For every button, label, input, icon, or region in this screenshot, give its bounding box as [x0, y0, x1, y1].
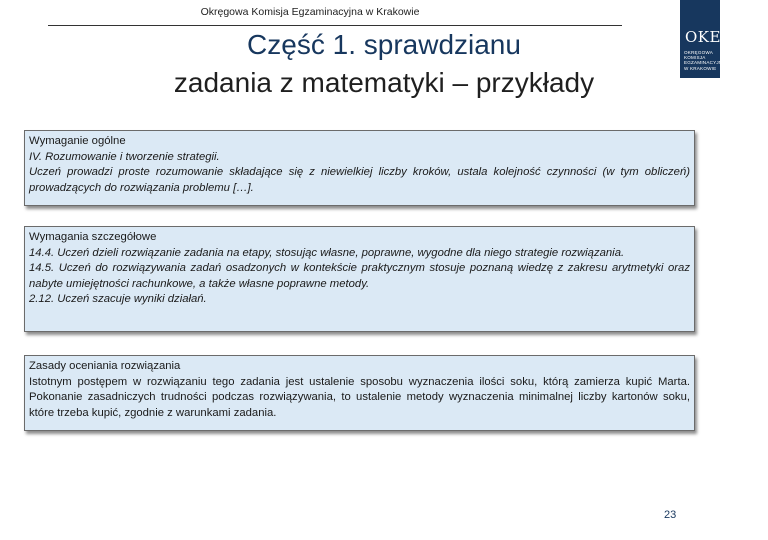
general-requirement-text: Uczeń prowadzi proste rozumowanie składające się z niewielkiej liczby kroków, ustala kolejność czynności (w tym obliczeń) prowadzących do rozwiązania problemu […].	[29, 166, 690, 194]
assessment-heading: Zasady oceniania rozwiązania	[29, 360, 181, 372]
logo-mark: OKE	[685, 28, 721, 46]
slide-title	[0, 26, 768, 102]
page-number: 23	[664, 509, 677, 521]
requirement-item: 2.12. Uczeń szacuje wyniki działań.	[29, 293, 207, 306]
requirement-item: 14.5. Uczeń do rozwiązywania zadań osadzonych w kontekście praktycznym stosuje poznaną wiedzę z zakresu arytmetyki oraz nabyte umiejętności rachunkowe, a także własne poprawne metody.	[29, 262, 690, 290]
general-requirement-subheading: IV. Rozumowanie i tworzenie strategii.	[29, 150, 220, 163]
logo-text: OKRĘGOWA KOMISJA EGZAMINACYJNA W KRAKOWIE	[684, 50, 726, 71]
assessment-text: Istotnym postępem w rozwiązaniu tego zadania jest ustalenie sposobu wyznaczenia ilości soku, którą zamierza kupić Marta. Pokonanie zasadniczych trudności podczas rozwiązywania, to ustalenie metody wyznaczenia minimalnej liczby kartonów soku, które trzeba kupić, zgodnie z warunkami zadania.	[29, 375, 690, 419]
requirement-item: 14.4. Uczeń dzieli rozwiązanie zadania na etapy, stosując własne, poprawne, wygodne dla niego strategie rozwiązania.	[29, 246, 625, 259]
header-organization: Okręgowa Komisja Egzaminacyjna w Krakowie	[200, 6, 420, 18]
title-line-1: Część 1. sprawdzianu	[247, 29, 521, 60]
title-line-2: zadania z matematyki – przykłady	[173, 67, 595, 98]
assessment-box	[24, 355, 695, 431]
detailed-requirements-box	[24, 226, 695, 332]
general-requirement-heading: Wymaganie ogólne	[29, 135, 126, 147]
general-requirement-box	[24, 130, 695, 206]
detailed-requirements-heading: Wymagania szczegółowe	[29, 231, 157, 243]
